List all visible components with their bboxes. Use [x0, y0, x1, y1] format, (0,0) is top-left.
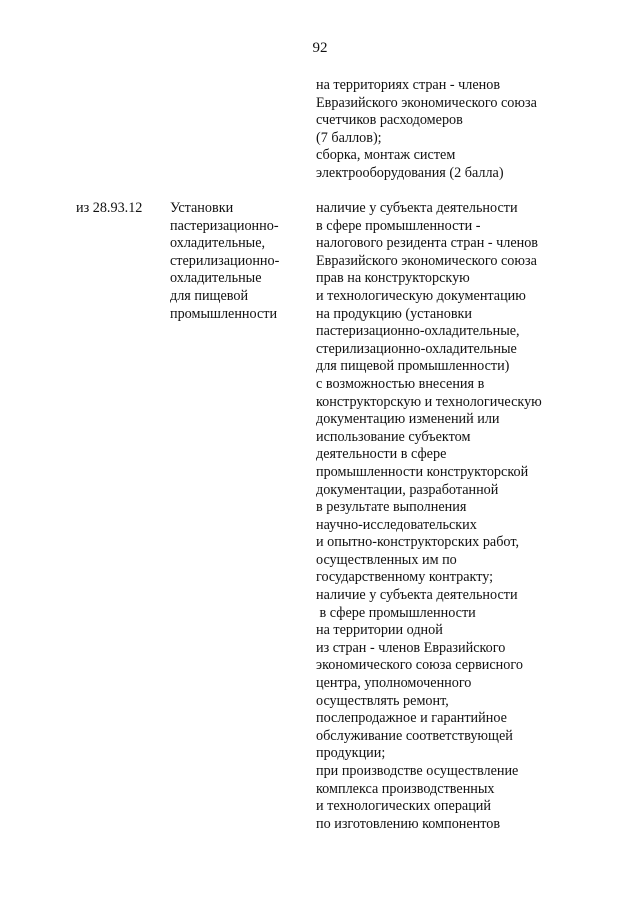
text-line: послепродажное и гарантийное	[316, 710, 507, 727]
text-line: электрооборудования (2 балла)	[316, 164, 504, 181]
text-line: (7 баллов);	[316, 129, 382, 146]
text-line: центра, уполномоченного	[316, 675, 472, 692]
text-line: по изготовлению компонентов	[316, 815, 501, 832]
text-line: охладительные,	[170, 235, 266, 252]
text-line: для пищевой промышленности)	[316, 358, 510, 375]
text-line: использование субъектом	[316, 428, 471, 445]
text-line: научно-исследовательских	[316, 516, 477, 533]
text-line: продукции;	[316, 745, 386, 762]
text-line: осуществлять ремонт,	[316, 692, 449, 709]
text-line: Евразийского экономического союза	[316, 252, 537, 269]
text-line: и опытно-конструкторских работ,	[316, 534, 520, 551]
text-line: промышленности конструкторской	[316, 463, 529, 480]
text-line: на продукцию (установки	[316, 305, 472, 322]
text-line: в сфере промышленности	[316, 604, 476, 621]
text-line: конструкторскую и технологическую	[316, 393, 542, 410]
text-line: комплекса производственных	[316, 780, 495, 797]
text-line: на территориях стран - членов	[316, 77, 501, 93]
text-line: деятельности в сфере	[316, 446, 447, 463]
text-line: Установки	[170, 200, 234, 216]
text-line: прав на конструкторскую	[316, 270, 470, 287]
text-line: для пищевой	[170, 287, 249, 304]
text-line: государственному контракту;	[316, 569, 494, 586]
text-line: наличие у субъекта деятельности	[316, 200, 518, 216]
text-line: с возможностью внесения в	[316, 375, 485, 392]
text-line: пастеризационно-	[170, 217, 279, 234]
requirements-text	[316, 200, 542, 833]
text-line: охладительные	[170, 270, 262, 287]
text-line: налогового резидента стран - членов	[316, 235, 539, 252]
product-name	[170, 200, 279, 323]
text-line: документацию изменений или	[316, 411, 500, 428]
text-line: промышленности	[170, 305, 278, 322]
text-line: из стран - членов Евразийского	[316, 639, 506, 656]
text-line: счетчиков расходомеров	[316, 112, 463, 129]
text-line: стерилизационно-охладительные	[316, 340, 517, 357]
text-line: Евразийского экономического союза	[316, 94, 537, 111]
text-line: в сфере промышленности -	[316, 217, 481, 234]
text-line: при производстве осуществление	[316, 763, 519, 779]
page-number: 92	[312, 40, 328, 56]
text-line: на территории одной	[316, 622, 443, 639]
continued-requirements-text	[316, 77, 537, 183]
text-line: наличие у субъекта деятельности	[316, 587, 518, 604]
text-line: и технологическую документацию	[316, 287, 526, 304]
product-code: из 28.93.12	[76, 200, 143, 216]
text-line: в результате выполнения	[316, 499, 467, 516]
text-line: сборка, монтаж систем	[316, 147, 456, 164]
text-line: экономического союза сервисного	[316, 657, 523, 674]
text-line: и технологических операций	[316, 798, 491, 815]
text-line: документации, разработанной	[316, 481, 499, 498]
text-line: стерилизационно-	[170, 252, 280, 269]
text-line: обслуживание соответствующей	[316, 727, 513, 744]
text-line: осуществленных им по	[316, 551, 457, 568]
text-line: пастеризационно-охладительные,	[316, 323, 520, 340]
